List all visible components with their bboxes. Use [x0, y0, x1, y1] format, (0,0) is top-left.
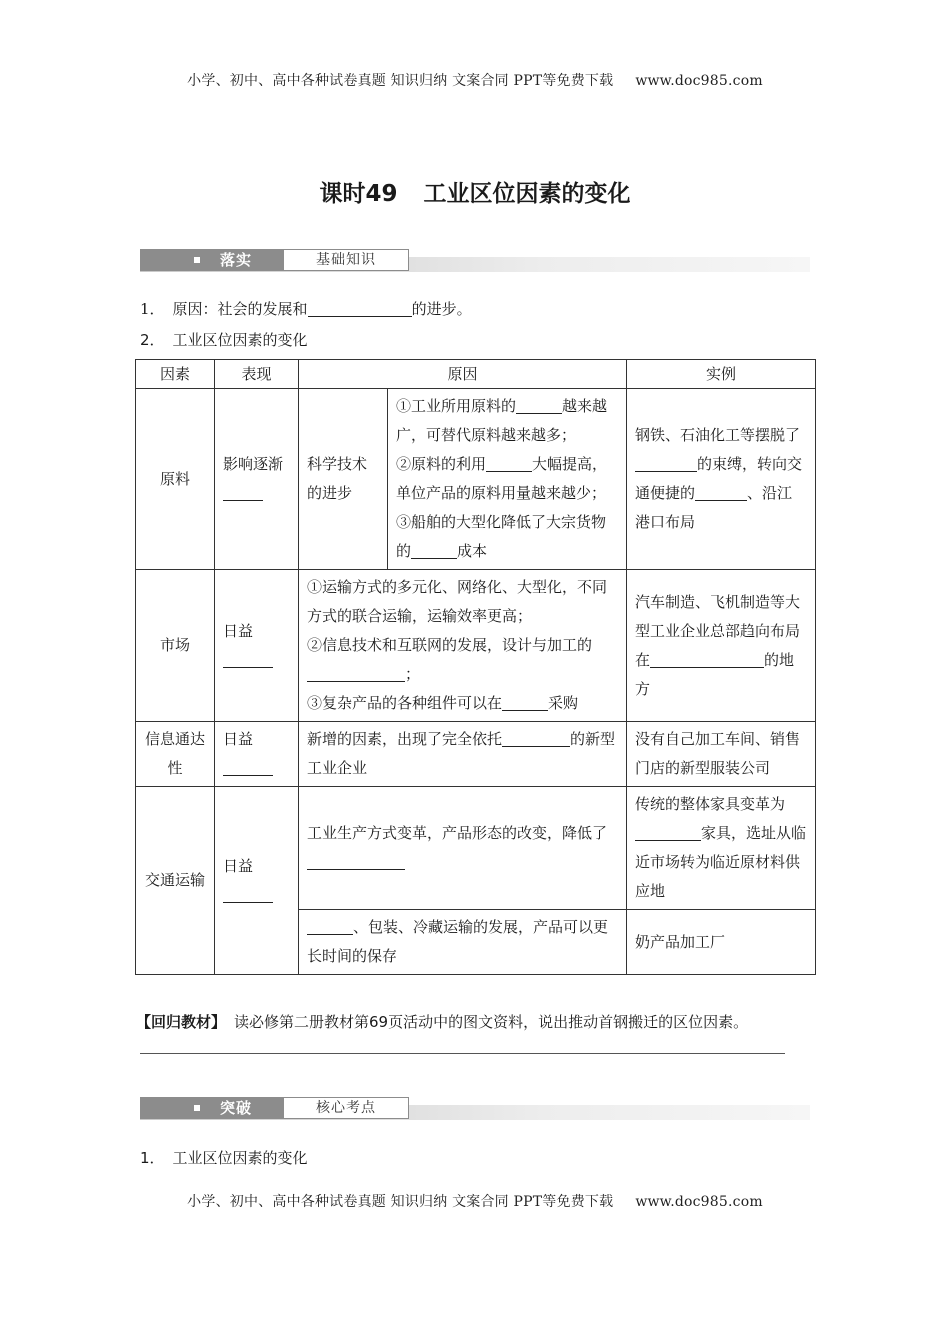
- reason-label-cell: 科学技术的进步: [299, 389, 388, 570]
- answer-blank[interactable]: [223, 760, 273, 776]
- example-cell: 钢铁、石油化工等摆脱了的束缚，转向交通便捷的 、沿江港口布局: [627, 389, 816, 570]
- table-row-transport: [136, 787, 816, 910]
- answer-blank[interactable]: [695, 485, 747, 501]
- table-header-row: [136, 360, 816, 389]
- factor-cell: 原料: [136, 389, 215, 570]
- answer-blank[interactable]: [307, 919, 353, 935]
- answer-blank[interactable]: [223, 485, 263, 501]
- example-cell: 汽车制造、飞机制造等大型工业企业总部趋向布局在 的地方: [627, 570, 816, 722]
- table-row-info: [136, 722, 816, 787]
- footer-site: www.doc985.com: [635, 1194, 763, 1210]
- header-site: www.doc985.com: [635, 73, 763, 89]
- factor-cell: 交通运输: [136, 787, 215, 975]
- lesson-number: 课时49: [319, 181, 398, 207]
- lesson-name: 工业区位因素的变化: [423, 181, 631, 207]
- answer-blank[interactable]: [635, 825, 701, 841]
- square-bullet-icon: [194, 257, 200, 263]
- col-header-example: 实例: [627, 360, 816, 389]
- section-banner-basics: [140, 249, 810, 272]
- answer-blank[interactable]: [635, 456, 697, 472]
- example-cell: 奶产品加工厂: [627, 910, 816, 975]
- answer-blank[interactable]: [308, 301, 412, 317]
- answer-blank[interactable]: [223, 887, 273, 903]
- section2-heading: 1． 工业区位因素的变化: [140, 1149, 308, 1167]
- section-banner-core: [140, 1097, 810, 1120]
- reason-cell: ①工业所用原料的 越来越广，可替代原料越来越多； ②原料的利用 大幅提高，单位产品的原料用量越来越少； ③船舶的大型化降低了大宗货物的 成本: [388, 389, 627, 570]
- answer-line[interactable]: [140, 1053, 785, 1054]
- example-cell: 传统的整体家具变革为家具，选址从临近市场转为临近原材料供应地: [627, 787, 816, 910]
- answer-blank[interactable]: [502, 731, 570, 747]
- performance-cell: 日益: [215, 722, 299, 787]
- footer-text: 小学、初中、高中各种试卷真题 知识归纳 文案合同 PPT等免费下载: [187, 1194, 614, 1210]
- page-footer: [0, 1191, 950, 1211]
- factor-change-table: [135, 359, 816, 975]
- col-header-factor: 因素: [136, 360, 215, 389]
- performance-cell: 日益: [215, 787, 299, 975]
- reason-cell: 、包装、冷藏运输的发展，产品可以更长时间的保存: [299, 910, 627, 975]
- reason-cell: 新增的因素，出现了完全依托 的新型工业企业: [299, 722, 627, 787]
- answer-blank[interactable]: [223, 652, 273, 668]
- banner-dark-label: 落实: [220, 251, 253, 269]
- item-reason: 1． 原因：社会的发展和 的进步。: [140, 300, 472, 318]
- factor-cell: 市场: [136, 570, 215, 722]
- recall-text: 读必修第二册教材第69页活动中的图文资料，说出推动首钢搬迁的区位因素。: [234, 1013, 749, 1031]
- banner-light-label: 核心考点: [283, 1097, 409, 1119]
- item-heading: 2． 工业区位因素的变化: [140, 331, 308, 349]
- answer-blank[interactable]: [307, 854, 405, 870]
- recall-textbook: [136, 1011, 748, 1032]
- header-text: 小学、初中、高中各种试卷真题 知识归纳 文案合同 PPT等免费下载: [187, 73, 614, 89]
- answer-blank[interactable]: [307, 666, 405, 682]
- reason-cell: ①运输方式的多元化、网络化、大型化，不同方式的联合运输，运输效率更高； ②信息技术和互联网的发展，设计与加工的； ③复杂产品的各种组件可以在 采购: [299, 570, 627, 722]
- answer-blank[interactable]: [516, 398, 562, 414]
- square-bullet-icon: [194, 1105, 200, 1111]
- recall-label: 【回归教材】: [136, 1013, 227, 1031]
- example-cell: 没有自己加工车间、销售门店的新型服装公司: [627, 722, 816, 787]
- banner-dark-label: 突破: [220, 1099, 253, 1117]
- table-row-raw: [136, 389, 816, 570]
- page-title: [0, 175, 950, 208]
- table-row-market: [136, 570, 816, 722]
- answer-blank[interactable]: [650, 652, 764, 668]
- performance-cell: 日益: [215, 570, 299, 722]
- answer-blank[interactable]: [486, 456, 532, 472]
- page-header: [0, 70, 950, 90]
- banner-light-label: 基础知识: [283, 249, 409, 271]
- col-header-reason: 原因: [299, 360, 627, 389]
- performance-cell: 影响逐渐: [215, 389, 299, 570]
- answer-blank[interactable]: [502, 695, 548, 711]
- col-header-performance: 表现: [215, 360, 299, 389]
- reason-cell: 工业生产方式变革，产品形态的改变，降低了: [299, 787, 627, 910]
- answer-blank[interactable]: [411, 543, 457, 559]
- factor-cell: 信息通达性: [136, 722, 215, 787]
